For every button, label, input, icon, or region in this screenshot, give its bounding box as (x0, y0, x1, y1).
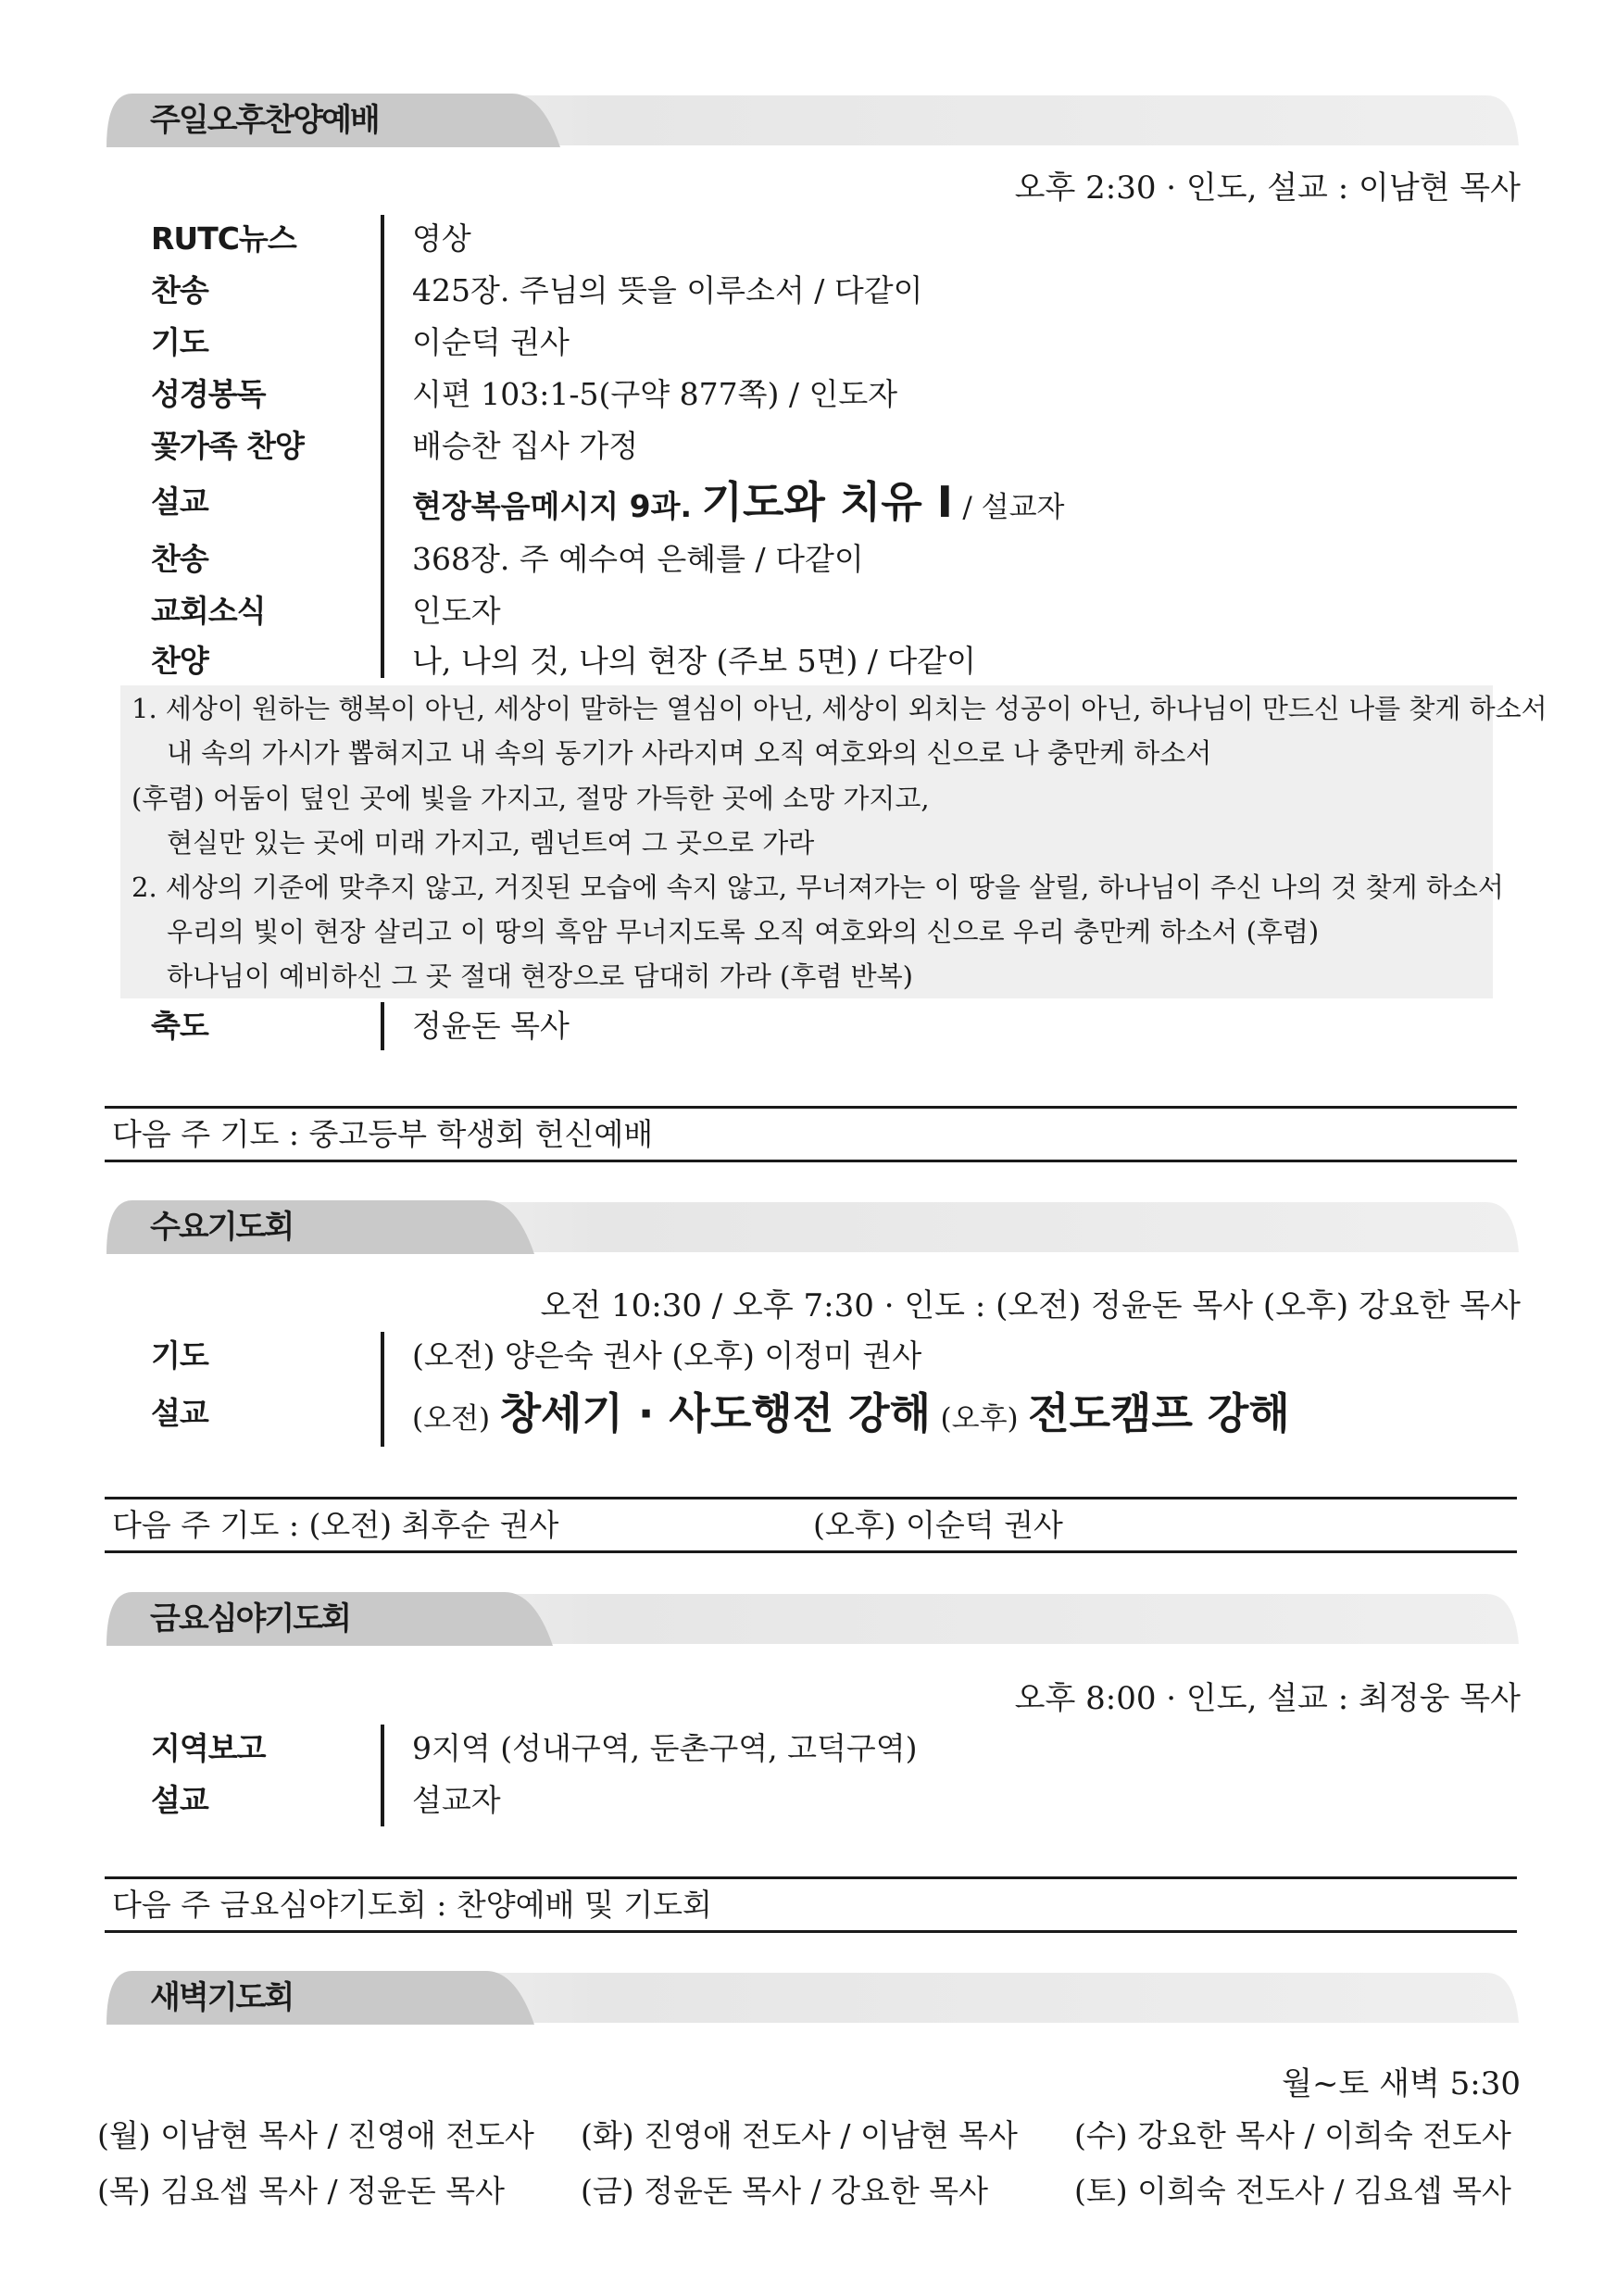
next-week-text-pm: (오후) 이순덕 권사 (813, 1507, 1063, 1543)
order-label: 설교 (151, 483, 208, 520)
dawn-schedule-item: (토) 이희숙 전도사 / 김요셉 목사 (1074, 2173, 1511, 2209)
next-week-text: 다음 주 금요심야기도회 : 찬양예배 및 기도회 (112, 1887, 712, 1923)
order-value: 이순덕 권사 (412, 324, 570, 360)
section-header-dawn (106, 1967, 1519, 2032)
service-info: 오전 10:30 / 오후 7:30 · 인도 : (오전) 정윤돈 목사 (오후) 강요한 목사 (540, 1287, 1521, 1324)
order-row (151, 215, 1522, 263)
order-label: 축도 (151, 1008, 208, 1044)
order-label: RUTC뉴스 (151, 220, 296, 257)
dawn-schedule-item: (금) 정윤돈 목사 / 강요한 목사 (581, 2173, 988, 2209)
order-value: 인도자 (412, 593, 501, 629)
pm-tag: (오후) (940, 1402, 1019, 1436)
lyrics-line: 현실만 있는 곳에 미래 가지고, 렘넌트여 그 곳으로 가라 (167, 827, 815, 859)
order-label: 성경봉독 (151, 376, 266, 412)
lyrics-line: 우리의 빛이 현장 살리고 이 땅의 흑암 무너지도록 오직 여호와의 신으로 우리 충만케 하소서 (후렴) (167, 916, 1320, 947)
order-row (151, 370, 1522, 419)
sermon-title: 기도와 치유 I (701, 477, 953, 527)
order-label: 찬송 (151, 272, 208, 308)
order-label: 지역보고 (151, 1730, 266, 1766)
order-label: 찬양 (151, 643, 208, 679)
order-row (151, 422, 1522, 470)
order-row-benediction (151, 1002, 1522, 1050)
order-row (151, 267, 1522, 315)
section-banner-shape (106, 1197, 1519, 1261)
order-value: 영상 (412, 220, 471, 257)
dawn-schedule-item: (수) 강요한 목사 / 이희숙 전도사 (1074, 2117, 1511, 2153)
dawn-schedule-item: (월) 이남현 목사 / 진영애 전도사 (97, 2117, 534, 2153)
service-info: 오후 8:00 · 인도, 설교 : 최정웅 목사 (1014, 1680, 1521, 1717)
order-label: 기도 (151, 1337, 208, 1374)
order-label: 찬송 (151, 541, 208, 577)
service-info: 오후 2:30 · 인도, 설교 : 이남현 목사 (1014, 169, 1521, 207)
lyrics-line: 1. 세상이 원하는 행복이 아닌, 세상이 말하는 열심이 아닌, 세상이 외치는 성공이 아닌, 하나님이 만드신 나를 찾게 하소서 (132, 693, 1547, 724)
section-title: 주일오후찬양예배 (150, 102, 379, 139)
order-value: 9지역 (성내구역, 둔촌구역, 고덕구역) (412, 1730, 918, 1766)
am-tag: (오전) (412, 1402, 491, 1436)
order-value: 368장. 주 예수여 은혜를 / 다같이 (412, 541, 864, 577)
lyrics-line: 하나님이 예비하신 그 곳 절대 현장으로 담대히 가라 (후렴 반복) (167, 960, 913, 992)
section-header-friday (106, 1588, 1519, 1653)
sermon-series: 현장복음메시지 9과. (412, 488, 693, 524)
order-label: 교회소식 (151, 593, 266, 629)
next-week-box (105, 1497, 1517, 1553)
order-row (151, 587, 1522, 635)
order-value: 시편 103:1-5(구약 877쪽) / 인도자 (412, 376, 898, 412)
order-value: 배승찬 집사 가정 (412, 428, 639, 464)
next-week-text: 다음 주 기도 : (오전) 최후순 권사 (112, 1507, 559, 1543)
dawn-schedule-item: (화) 진영애 전도사 / 이남현 목사 (581, 2117, 1018, 2153)
order-value: 설교자 (412, 1782, 501, 1818)
service-info: 월~토 새벽 5:30 (1282, 2065, 1521, 2102)
order-label: 설교 (151, 1782, 208, 1818)
section-header-wednesday (106, 1197, 1519, 1261)
section-title: 수요기도회 (150, 1209, 294, 1246)
sermon-suffix: / 설교자 (962, 491, 1065, 524)
order-row (151, 319, 1522, 367)
lyrics-box (120, 685, 1547, 998)
order-value: 정윤돈 목사 (412, 1008, 570, 1044)
next-week-box (105, 1106, 1517, 1162)
section-title: 금요심야기도회 (150, 1600, 350, 1637)
order-row (151, 1776, 1522, 1825)
order-row-sermon (151, 1389, 1522, 1447)
next-week-box (105, 1876, 1517, 1933)
pm-sermon-title: 전도캠프 강해 (1028, 1388, 1290, 1438)
lyrics-line: 2. 세상의 기준에 맞추지 않고, 거짓된 모습에 속지 않고, 무너져가는 이 땅을 살릴, 하나님이 주신 나의 것 찾게 하소서 (132, 872, 1504, 903)
dawn-schedule-item: (목) 김요셉 목사 / 정윤돈 목사 (97, 2173, 505, 2209)
section-banner-shape (106, 1967, 1519, 2032)
order-value (412, 1389, 1290, 1443)
lyrics-line: (후렴) 어둠이 덮인 곳에 빛을 가지고, 절망 가득한 곳에 소망 가지고, (132, 783, 930, 814)
order-row (151, 1332, 1522, 1380)
order-row (151, 637, 1522, 685)
order-row (151, 535, 1522, 583)
order-label: 기도 (151, 324, 208, 360)
order-value: (오전) 양은숙 권사 (오후) 이정미 권사 (412, 1337, 922, 1374)
order-value: 425장. 주님의 뜻을 이루소서 / 다같이 (412, 272, 923, 308)
order-label: 설교 (151, 1395, 208, 1431)
lyrics-line: 내 속의 가시가 뽑혀지고 내 속의 동기가 사라지며 오직 여호와의 신으로 나 충만케 하소서 (167, 737, 1212, 769)
section-header-sunday (106, 90, 1519, 155)
order-label: 꽃가족 찬양 (151, 428, 304, 464)
next-week-text: 다음 주 기도 : 중고등부 학생회 헌신예배 (112, 1116, 654, 1152)
am-sermon-title: 창세기 · 사도행전 강해 (499, 1388, 932, 1438)
order-row-sermon (151, 478, 1522, 526)
order-value (412, 478, 1064, 532)
order-value: 나, 나의 것, 나의 현장 (주보 5면) / 다같이 (412, 643, 977, 679)
section-title: 새벽기도회 (150, 1979, 294, 2016)
order-row (151, 1725, 1522, 1773)
